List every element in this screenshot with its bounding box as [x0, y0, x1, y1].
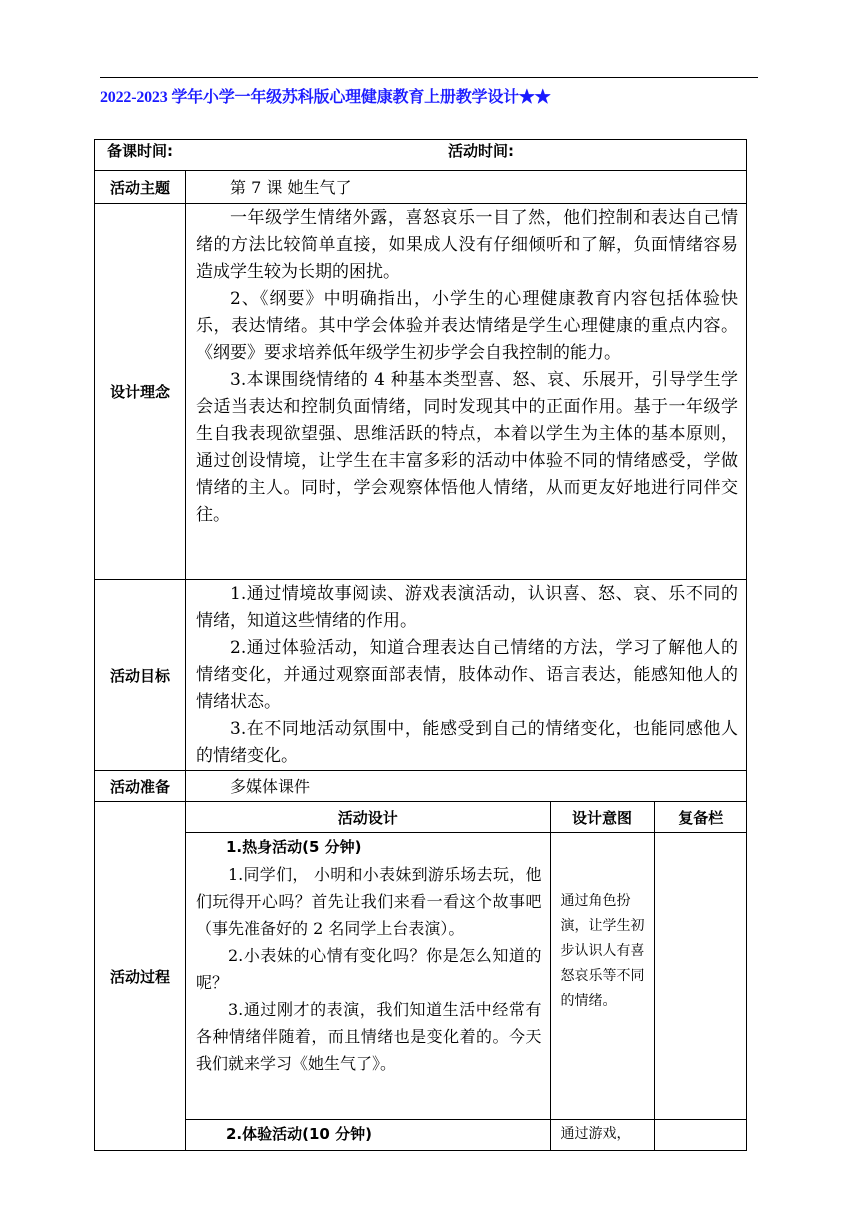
step2-intent: 通过游戏， [550, 1120, 654, 1151]
col-design-header: 活动设计 [337, 808, 398, 827]
goal-paragraph: 1.通过情境故事阅读、游戏表演活动，认识喜、怒、哀、乐不同的情绪，知道这些情绪的作用。 [196, 584, 738, 631]
process-cell [186, 802, 747, 1151]
concept-label: 设计理念 [95, 204, 186, 580]
goal-paragraph: 2.通过体验活动，知道合理表达自己情绪的方法，学习了解他人的情绪变化，并通过观察面部表情，肢体动作、语言表达，能感知他人的情绪状态。 [196, 638, 738, 712]
concept-paragraph: 2、《纲要》中明确指出，小学生的心理健康教育内容包括体验快乐，表达情绪。其中学会体验并表达情绪是学生心理健康的重点内容。《纲要》要求培养低年级学生初步学会自我控制的能力。 [196, 289, 738, 363]
header-rule [100, 77, 758, 78]
theme-label: 活动主题 [95, 171, 186, 204]
goals-content [186, 580, 747, 771]
goal-paragraph: 3.在不同地活动氛围中，能感受到自己的情绪变化，也能同感他人的情绪变化。 [196, 719, 738, 766]
step1-design [186, 833, 550, 1120]
step1-title: 1.热身活动(5 分钟) [226, 838, 362, 856]
process-label: 活动过程 [95, 802, 186, 1151]
step1-paragraph: 1.同学们， 小明和小表妹到游乐场去玩，他们玩得开心吗？首先让我们来看一看这个故事吧（事先准备好的 2 名同学上台表演）。 [196, 865, 542, 938]
concept-content [186, 204, 747, 580]
prep-value: 多媒体课件 [186, 771, 747, 802]
concept-paragraph: 一年级学生情绪外露，喜怒哀乐一目了然，他们控制和表达自己情绪的方法比较简单直接，如果成人没有仔细倾听和了解，负面情绪容易造成学生较为长期的困扰。 [196, 208, 738, 282]
step2-design [186, 1120, 550, 1151]
step2-title: 2.体验活动(10 分钟) [226, 1125, 372, 1143]
process-table [186, 802, 747, 1150]
prep-label: 活动准备 [95, 771, 186, 802]
document-title: 2022-2023 学年小学一年级苏科版心理健康教育上册教学设计★★ [100, 89, 551, 106]
col-intent-header: 设计意图 [550, 802, 654, 833]
col-review-header: 复备栏 [654, 802, 747, 833]
goals-label: 活动目标 [95, 580, 186, 771]
activity-time-label: 活动时间: [448, 142, 514, 160]
step1-intent: 通过角色扮演，让学生初步认识人有喜怒哀乐等不同的情绪。 [550, 833, 654, 1120]
step1-paragraph: 3.通过刚才的表演，我们知道生活中经常有各种情绪伴随着，而且情绪也是变化着的。今天我们就来学习《她生气了》。 [196, 1000, 542, 1073]
step1-review [654, 833, 747, 1120]
lesson-plan-table [94, 139, 747, 1151]
concept-paragraph: 3.本课围绕情绪的 4 种基本类型喜、怒、哀、乐展开，引导学生学会适当表达和控制负面情绪，同时发现其中的正面作用。基于一年级学生自我表现欲望强、思维活跃的特点，本着以学生为主体的基本原则，通过创设情境，让学生在丰富多彩的活动中体验不同的情绪感受，学做情绪的主人。同时，学会观察体悟他人情绪，从而更友好地进行同伴交往。 [196, 370, 738, 525]
step2-review [654, 1120, 747, 1151]
time-row [95, 140, 747, 171]
theme-value: 第 7 课 她生气了 [186, 171, 747, 204]
step1-paragraph: 2.小表妹的心情有变化吗？你是怎么知道的呢？ [196, 946, 542, 992]
prep-time-label: 备课时间: [107, 142, 173, 160]
